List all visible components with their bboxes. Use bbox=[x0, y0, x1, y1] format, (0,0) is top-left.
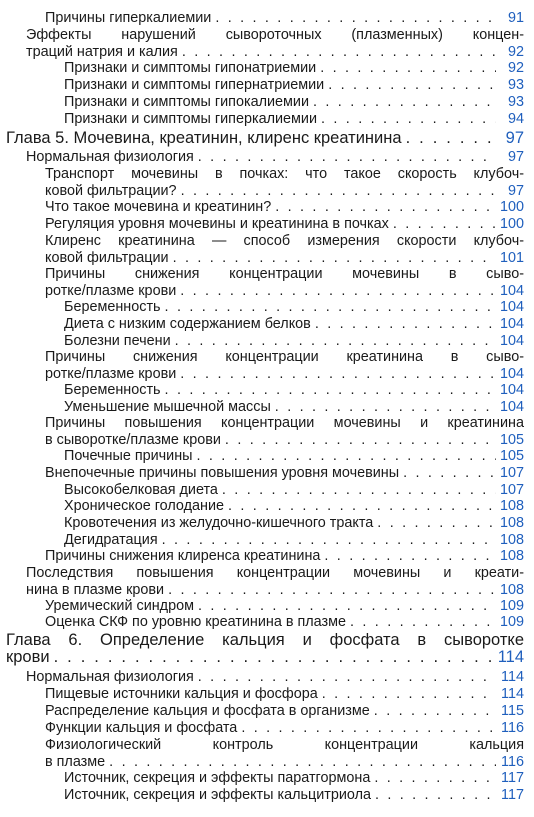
toc-page-number[interactable]: 104 bbox=[499, 365, 524, 382]
dot-leader bbox=[374, 703, 496, 720]
toc-entry[interactable] bbox=[45, 199, 524, 216]
dot-leader bbox=[350, 614, 496, 631]
toc-entry[interactable] bbox=[64, 532, 524, 549]
toc-entry-title-line: Признаки и симптомы гиперкалиемии bbox=[64, 111, 318, 127]
dot-leader bbox=[406, 130, 496, 147]
toc-entry-title-line: Клиренс креатинина — способ измерения скорости клубоч- bbox=[45, 233, 524, 249]
toc-page-number[interactable]: 104 bbox=[499, 282, 524, 299]
toc-page-number[interactable]: 114 bbox=[501, 686, 524, 702]
dot-leader bbox=[182, 44, 496, 61]
toc-entry-title-line: Признаки и симптомы гипокалиемии bbox=[64, 94, 309, 110]
toc-page-number[interactable]: 104 bbox=[499, 382, 524, 398]
dot-leader bbox=[180, 366, 496, 383]
toc-entry-title-line: Признаки и симптомы гипернатриемии bbox=[64, 77, 325, 93]
toc-entry-title-line: Последствия повышения концентрации мочевины и креати- bbox=[26, 565, 524, 581]
dot-leader bbox=[165, 299, 496, 316]
toc-entry[interactable] bbox=[45, 415, 524, 448]
toc-page-number[interactable]: 100 bbox=[499, 216, 524, 232]
toc-entry-title-line: Дегидратация bbox=[64, 532, 158, 548]
toc-page-number[interactable]: 116 bbox=[501, 720, 524, 736]
dot-leader bbox=[275, 199, 496, 216]
dot-leader bbox=[173, 250, 496, 267]
toc-entry[interactable] bbox=[64, 482, 524, 499]
dot-leader bbox=[168, 582, 496, 599]
toc-entry[interactable] bbox=[64, 399, 524, 416]
dot-leader bbox=[374, 770, 496, 787]
toc-entry[interactable] bbox=[64, 770, 524, 787]
toc-page-number[interactable]: 117 bbox=[501, 770, 524, 786]
toc-page-number[interactable]: 104 bbox=[499, 299, 524, 315]
toc-entry[interactable] bbox=[64, 515, 524, 532]
toc-entry[interactable] bbox=[64, 448, 524, 465]
toc-entry-title-line: Эффекты нарушений сывороточных (плазменных) концен- bbox=[26, 27, 524, 43]
toc-entry[interactable] bbox=[26, 669, 524, 686]
dot-leader bbox=[377, 515, 496, 532]
dot-leader bbox=[198, 669, 496, 686]
dot-leader bbox=[313, 94, 496, 111]
toc-entry-title-line: Пищевые источники кальция и фосфора bbox=[45, 686, 318, 702]
toc-entry[interactable] bbox=[64, 60, 524, 77]
toc-entry[interactable] bbox=[45, 737, 524, 770]
toc-page-number[interactable]: 109 bbox=[499, 598, 524, 614]
dot-leader bbox=[275, 399, 496, 416]
toc-entry[interactable] bbox=[64, 94, 524, 111]
toc-page-number[interactable]: 108 bbox=[499, 548, 524, 564]
toc-entry-title-line: ротке/плазме крови bbox=[45, 365, 177, 382]
toc-entry-title-line: Источник, секреция и эффекты кальцитриола bbox=[64, 787, 371, 803]
toc-entry-title-line: Диета с низким содержанием белков bbox=[64, 316, 311, 332]
toc-entry-title-line: Высокобелковая диета bbox=[64, 482, 218, 498]
toc-entry-title-line: Беременность bbox=[64, 382, 161, 398]
dot-leader bbox=[393, 216, 496, 233]
toc-entry-title-line: Признаки и симптомы гипонатриемии bbox=[64, 60, 317, 76]
toc-entry-title-line: траций натрия и калия bbox=[26, 43, 178, 60]
toc-entry[interactable] bbox=[45, 349, 524, 382]
dot-leader bbox=[165, 382, 496, 399]
toc-page-number[interactable]: 104 bbox=[499, 333, 524, 349]
toc-entry-title-line: крови bbox=[6, 648, 50, 666]
dot-leader bbox=[162, 532, 496, 549]
toc-page-number[interactable]: 92 bbox=[507, 60, 524, 76]
toc-chapter-entry[interactable] bbox=[6, 130, 524, 147]
toc-page-number[interactable]: 105 bbox=[499, 448, 524, 464]
toc-entry[interactable] bbox=[45, 216, 524, 233]
toc-entry-title-line: Нормальная физиология bbox=[26, 669, 194, 685]
dot-leader bbox=[225, 432, 496, 449]
toc-entry[interactable] bbox=[64, 787, 524, 804]
toc-entry-title-line: Транспорт мочевины в почках: что такое скорость клубоч- bbox=[45, 166, 524, 182]
toc-entry[interactable] bbox=[45, 686, 524, 703]
toc-entry-title-line: Регуляция уровня мочевины и креатинина в почках bbox=[45, 216, 389, 232]
toc-entry-title-line: Уремический синдром bbox=[45, 598, 194, 614]
toc-entry[interactable] bbox=[45, 598, 524, 615]
toc-entry[interactable] bbox=[64, 299, 524, 316]
toc-entry-title-line: Уменьшение мышечной массы bbox=[64, 399, 271, 415]
dot-leader bbox=[321, 111, 496, 128]
toc-page-number[interactable]: 101 bbox=[499, 249, 524, 266]
toc-entry-title-line: ковой фильтрации bbox=[45, 249, 169, 266]
toc-entry[interactable] bbox=[26, 565, 524, 598]
toc-entry[interactable] bbox=[45, 703, 524, 720]
toc-entry-title-line: Оценка СКФ по уровню креатинина в плазме bbox=[45, 614, 347, 630]
toc-entry-title-line: Почечные причины bbox=[64, 448, 193, 464]
toc-page-number[interactable]: 116 bbox=[501, 753, 524, 770]
dot-leader bbox=[328, 77, 496, 94]
toc-entry[interactable] bbox=[64, 333, 524, 350]
toc-entry-title-line: нина в плазме крови bbox=[26, 581, 165, 598]
toc-entry-title-line: Внепочечные причины повышения уровня мочевины bbox=[45, 465, 400, 481]
toc-page-number[interactable]: 108 bbox=[499, 515, 524, 531]
toc-entry-title-line: Нормальная физиология bbox=[26, 149, 194, 165]
toc-entry-title-line: Причины повышения концентрации мочевины и креатинина bbox=[45, 415, 524, 431]
dot-leader bbox=[109, 754, 496, 771]
toc-entry-title-line: Хроническое голодание bbox=[64, 498, 225, 514]
toc-entry[interactable] bbox=[64, 77, 524, 94]
toc-page-number[interactable]: 107 bbox=[499, 482, 524, 498]
toc-entry[interactable] bbox=[45, 10, 524, 27]
toc-page-number[interactable]: 91 bbox=[507, 10, 524, 26]
toc-entry-title-line: в сыворотке/плазме крови bbox=[45, 431, 221, 448]
toc-entry-title-line: ротке/плазме крови bbox=[45, 282, 177, 299]
dot-leader bbox=[198, 598, 496, 615]
toc-entry[interactable] bbox=[45, 548, 524, 565]
dot-leader bbox=[320, 60, 496, 77]
dot-leader bbox=[315, 316, 496, 333]
toc-page-number[interactable]: 97 bbox=[505, 129, 524, 147]
toc-entry-title-line: Физиологический контроль концентрации кальция bbox=[45, 737, 524, 753]
toc-page-number[interactable]: 93 bbox=[507, 94, 524, 110]
toc-entry-title-line: Глава 6. Определение кальция и фосфата в сыворотке bbox=[6, 631, 524, 649]
toc-entry[interactable] bbox=[64, 316, 524, 333]
dot-leader bbox=[180, 283, 496, 300]
dot-leader bbox=[375, 787, 496, 804]
toc-page-number[interactable]: 107 bbox=[499, 465, 524, 481]
toc-entry-title-line: Распределение кальция и фосфата в организме bbox=[45, 703, 370, 719]
toc-entry[interactable] bbox=[64, 382, 524, 399]
dot-leader bbox=[198, 149, 496, 166]
dot-leader bbox=[403, 465, 496, 482]
dot-leader bbox=[222, 482, 496, 499]
toc-page-number[interactable]: 108 bbox=[499, 581, 524, 598]
toc-page-number[interactable]: 97 bbox=[507, 149, 524, 165]
toc-entry-title-line: ковой фильтрации? bbox=[45, 182, 177, 199]
toc-entry[interactable] bbox=[45, 266, 524, 299]
dot-leader bbox=[228, 498, 496, 515]
dot-leader bbox=[175, 333, 496, 350]
toc-entry[interactable] bbox=[45, 720, 524, 737]
dot-leader bbox=[215, 10, 496, 27]
toc-entry[interactable] bbox=[45, 614, 524, 631]
toc-page-number[interactable]: 109 bbox=[499, 614, 524, 630]
toc-page-number[interactable]: 115 bbox=[501, 703, 524, 719]
dot-leader bbox=[197, 448, 496, 465]
toc-entry[interactable] bbox=[45, 465, 524, 482]
toc-entry-title-line: Беременность bbox=[64, 299, 161, 315]
toc-entry[interactable] bbox=[64, 111, 524, 128]
toc-entry[interactable] bbox=[64, 498, 524, 515]
dot-leader bbox=[241, 720, 496, 737]
toc-page-number[interactable]: 100 bbox=[499, 199, 524, 215]
toc-entry-title-line: Болезни печени bbox=[64, 333, 171, 349]
toc-page-number[interactable]: 108 bbox=[499, 498, 524, 514]
toc-page-number[interactable]: 105 bbox=[499, 431, 524, 448]
dot-leader bbox=[324, 548, 496, 565]
toc-entry[interactable] bbox=[26, 149, 524, 166]
toc-entry-title-line: Причины снижения концентрации креатинина в сыво- bbox=[45, 349, 524, 365]
toc-page-number[interactable]: 114 bbox=[497, 648, 524, 666]
toc-page-number[interactable]: 114 bbox=[501, 669, 524, 685]
toc-entry-title-line: Что такое мочевина и креатинин? bbox=[45, 199, 272, 215]
toc-chapter-entry[interactable] bbox=[6, 632, 524, 666]
toc-entry-title-line: Функции кальция и фосфата bbox=[45, 720, 238, 736]
toc-entry-title-line: Причины снижения клиренса креатинина bbox=[45, 548, 321, 564]
dot-leader bbox=[322, 686, 496, 703]
toc-page-number[interactable]: 94 bbox=[507, 111, 524, 127]
toc-entry-title-line: Кровотечения из желудочно-кишечного тракта bbox=[64, 515, 374, 531]
dot-leader bbox=[181, 183, 496, 200]
toc-entry[interactable] bbox=[45, 166, 524, 199]
toc-page-number[interactable]: 108 bbox=[499, 532, 524, 548]
toc-entry-title-line: в плазме bbox=[45, 753, 106, 770]
toc-page-number[interactable]: 104 bbox=[499, 316, 524, 332]
toc-page-number[interactable]: 97 bbox=[507, 182, 524, 199]
toc-page-number[interactable]: 92 bbox=[507, 43, 524, 60]
toc-page-number[interactable]: 93 bbox=[507, 77, 524, 93]
toc-entry[interactable] bbox=[45, 233, 524, 266]
toc-page-number[interactable]: 104 bbox=[499, 399, 524, 415]
toc-page-number[interactable]: 117 bbox=[501, 787, 524, 803]
toc-entry-title-line: Причины гиперкалиемии bbox=[45, 10, 212, 26]
toc-entry-title-line: Глава 5. Мочевина, креатинин, клиренс креатинина bbox=[6, 129, 402, 147]
toc-entry-title-line: Причины снижения концентрации мочевины в сыво- bbox=[45, 266, 524, 282]
toc-entry[interactable] bbox=[26, 27, 524, 60]
dot-leader bbox=[54, 649, 494, 666]
toc-entry-title-line: Источник, секреция и эффекты паратгормона bbox=[64, 770, 371, 786]
